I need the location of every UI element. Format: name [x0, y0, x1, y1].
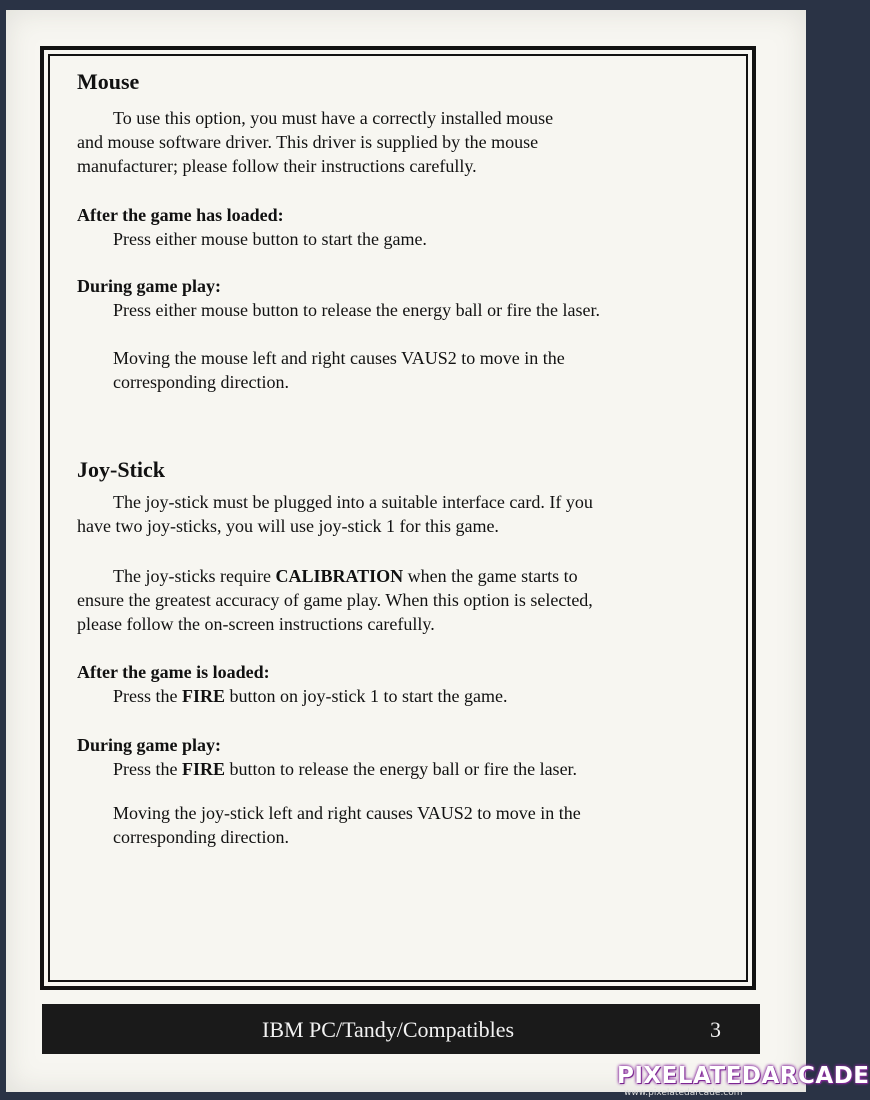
mouse-intro-line: To use this option, you must have a correctly installed mouse [113, 108, 554, 128]
mouse-move-text [77, 346, 717, 394]
loaded-post: button on joy-stick 1 to start the game. [225, 686, 508, 706]
mouse-intro-line: manufacturer; please follow their instructions carefully. [77, 156, 477, 176]
joystick-play-heading: During game play: [77, 735, 221, 755]
calibration-keyword: CALIBRATION [275, 566, 404, 586]
joystick-intro-line: have two joy-sticks, you will use joy-stick 1 for this game. [77, 516, 499, 536]
calibration-post: when the game starts to [403, 566, 578, 586]
watermark-logo: PIXELATEDARCADE [617, 1063, 870, 1089]
joystick-move-line: corresponding direction. [113, 827, 289, 847]
play-pre: Press the [113, 759, 182, 779]
mouse-heading: Mouse [77, 69, 140, 94]
mouse-loaded-text: Press either mouse button to start the game. [113, 229, 427, 249]
joystick-move-line: Moving the joy-stick left and right causes VAUS2 to move in the [113, 803, 581, 823]
mouse-play-heading: During game play: [77, 276, 221, 296]
joystick-loaded-heading: After the game is loaded: [77, 662, 270, 682]
joystick-calibration-line [77, 564, 717, 588]
joystick-calibration-line: please follow the on-screen instructions carefully. [77, 614, 435, 634]
play-post: button to release the energy ball or fire the laser. [225, 759, 578, 779]
joystick-heading: Joy-Stick [77, 457, 165, 482]
mouse-loaded-heading: After the game has loaded: [77, 205, 284, 225]
mouse-move-line: corresponding direction. [113, 372, 289, 392]
mouse-intro [77, 106, 717, 178]
joystick-intro-line: The joy-stick must be plugged into a suitable interface card. If you [113, 492, 593, 512]
page-footer [42, 1004, 760, 1054]
watermark-url: www.pixelatedarcade.com [624, 1088, 743, 1098]
footer-title: IBM PC/Tandy/Compatibles [262, 1017, 515, 1042]
joystick-intro [77, 490, 717, 538]
loaded-pre: Press the [113, 686, 182, 706]
joystick-play-text [77, 757, 717, 781]
fire-keyword: FIRE [182, 759, 226, 779]
joystick-move-text [77, 801, 717, 849]
calibration-pre: The joy-sticks require [113, 566, 276, 586]
page-content [77, 68, 717, 849]
fire-keyword: FIRE [182, 686, 226, 706]
page-number: 3 [710, 1017, 721, 1042]
joystick-calibration [77, 564, 717, 636]
mouse-intro-line: and mouse software driver. This driver is supplied by the mouse [77, 132, 539, 152]
mouse-move-line: Moving the mouse left and right causes VAUS2 to move in the [113, 348, 565, 368]
mouse-play-text: Press either mouse button to release the energy ball or fire the laser. [113, 300, 601, 320]
joystick-calibration-line: ensure the greatest accuracy of game play. When this option is selected, [77, 590, 593, 610]
joystick-loaded-text [77, 684, 717, 708]
